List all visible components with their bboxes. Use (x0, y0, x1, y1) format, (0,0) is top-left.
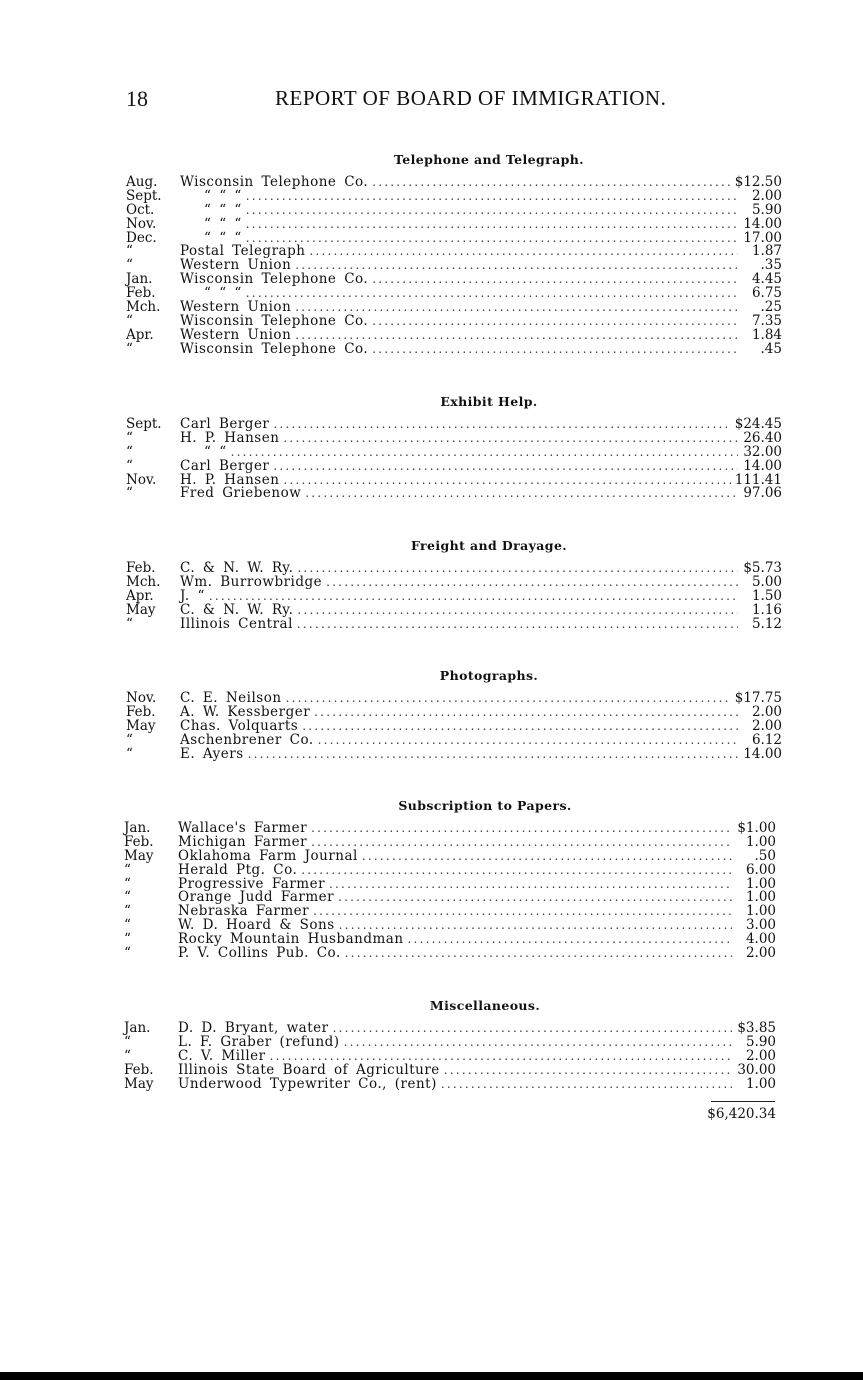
row-month: Apr. (126, 326, 154, 343)
dot-leader (326, 576, 738, 590)
row-payee: Western Union (180, 299, 292, 316)
row-payee: Aschenbrener Co. (180, 731, 314, 748)
row-amount: 4.45 (751, 271, 782, 288)
dot-leader (246, 218, 738, 232)
dot-leader (273, 418, 730, 432)
row-month: Feb. (124, 833, 154, 850)
row-month: “ (126, 485, 133, 502)
dot-leader (273, 460, 738, 474)
row-month: “ (126, 745, 133, 762)
row-month: “ (124, 1033, 131, 1050)
row-amount: .35 (760, 257, 782, 274)
row-month: “ (126, 457, 133, 474)
dot-leader (313, 905, 732, 919)
row-month: “ (124, 903, 131, 920)
row-amount: 1.50 (751, 587, 782, 604)
row-amount: 1.87 (751, 243, 782, 260)
dot-leader (246, 204, 738, 218)
row-amount: 2.00 (751, 703, 782, 720)
section-title: Exhibit Help. (440, 394, 538, 409)
row-month: “ (124, 875, 131, 892)
row-month: Nov. (126, 471, 157, 488)
row-month: “ (126, 243, 133, 260)
dot-leader (246, 232, 738, 246)
row-payee: J. “ (180, 587, 205, 604)
row-month: “ (126, 312, 133, 329)
row-month: Apr. (126, 587, 154, 604)
row-payee: Michigan Farmer (178, 833, 308, 850)
row-payee: Chas. Volquarts (180, 717, 299, 734)
row-amount: $5.73 (743, 560, 782, 576)
row-month: “ (126, 443, 133, 460)
row-payee: Underwood Typewriter Co., (rent) (178, 1075, 437, 1092)
row-amount: 6.00 (745, 861, 776, 878)
scan-border (0, 1372, 863, 1380)
row-payee: C. V. Miller (178, 1047, 266, 1064)
row-amount: .50 (754, 847, 776, 864)
dot-leader (297, 604, 738, 618)
row-payee: Illinois State Board of Agriculture (178, 1061, 440, 1078)
row-month: Feb. (126, 285, 156, 302)
section-title: Photographs. (439, 668, 539, 683)
expense-row (124, 1075, 776, 1092)
dot-leader (305, 487, 738, 501)
row-payee: “ “ “ (204, 285, 242, 302)
total-rule (711, 1101, 775, 1102)
expense-row (126, 573, 782, 590)
dot-leader (311, 836, 732, 850)
dot-leader (246, 287, 738, 301)
expense-section (126, 150, 782, 357)
row-amount: 111.41 (734, 471, 782, 488)
row-payee: Herald Ptg. Co. (178, 861, 298, 878)
grand-total: $6,420.34 (707, 1106, 776, 1122)
row-payee: A. W. Kessberger (180, 703, 311, 720)
dot-leader (248, 748, 738, 762)
row-payee: Orange Judd Farmer (178, 889, 335, 906)
row-amount: 2.00 (745, 945, 776, 962)
row-amount: 14.00 (743, 457, 782, 474)
row-amount: 5.12 (751, 615, 782, 632)
dot-leader (333, 1022, 732, 1036)
dot-leader (441, 1078, 732, 1092)
row-amount: 4.00 (745, 931, 776, 948)
row-payee: H. P. Hansen (180, 471, 280, 488)
row-amount: 14.00 (743, 215, 782, 232)
row-payee: “ “ “ (204, 229, 242, 246)
dot-leader (301, 864, 732, 878)
dot-leader (318, 734, 738, 748)
row-payee: L. F. Graber (refund) (178, 1033, 340, 1050)
dot-leader (444, 1064, 732, 1078)
row-amount: 26.40 (743, 429, 782, 446)
row-amount: 5.90 (751, 201, 782, 218)
expense-section (124, 796, 776, 961)
row-month: Mch. (126, 299, 161, 316)
row-payee: “ “ “ (204, 201, 242, 218)
row-month: Feb. (124, 1061, 154, 1078)
row-amount: 7.35 (751, 312, 782, 329)
row-payee: Wm. Burrowbridge (180, 573, 323, 590)
expense-row (126, 615, 782, 632)
row-payee: Western Union (180, 326, 292, 343)
expense-row (126, 487, 782, 501)
dot-leader (283, 432, 738, 446)
row-amount: $3.85 (737, 1020, 776, 1036)
row-month: “ (126, 429, 133, 446)
row-month: May (124, 1075, 154, 1092)
row-month: Jan. (126, 271, 153, 288)
row-month: Mch. (126, 573, 161, 590)
row-payee: Western Union (180, 257, 292, 274)
row-payee: Carl Berger (180, 457, 270, 474)
row-amount: 3.00 (745, 917, 776, 934)
section-title: Miscellaneous. (429, 998, 541, 1013)
row-payee: Illinois Central (180, 615, 293, 632)
row-amount: 1.16 (751, 601, 782, 618)
row-month: “ (124, 945, 131, 962)
row-payee: Wisconsin Telephone Co. (180, 340, 369, 357)
row-payee: C. & N. W. Ry. (180, 601, 294, 618)
row-amount: 1.00 (745, 903, 776, 920)
running-head: REPORT OF BOARD OF IMMIGRATION. (275, 86, 667, 110)
row-payee: P. V. Collins Pub. Co. (178, 945, 341, 962)
dot-leader (372, 315, 738, 329)
row-payee: W. D. Hoard & Sons (178, 917, 335, 934)
dot-leader (338, 891, 732, 905)
row-amount: 2.00 (751, 187, 782, 204)
row-month: “ (124, 889, 131, 906)
row-payee: “ “ “ (204, 215, 242, 232)
row-payee: C. E. Neilson (180, 690, 282, 706)
row-payee: C. & N. W. Ry. (180, 560, 294, 576)
row-amount: 32.00 (743, 443, 782, 460)
row-month: May (126, 717, 156, 734)
row-month: Feb. (126, 703, 156, 720)
row-month: May (126, 601, 156, 618)
row-month: “ (126, 257, 133, 274)
row-payee: “ “ (204, 443, 227, 460)
row-payee: Wisconsin Telephone Co. (180, 174, 369, 190)
dot-leader (286, 692, 731, 706)
row-amount: 5.00 (751, 573, 782, 590)
section-title: Freight and Drayage. (410, 538, 568, 553)
dot-leader (372, 176, 731, 190)
expense-section (126, 536, 782, 631)
row-amount: $1.00 (737, 820, 776, 836)
row-month: “ (126, 731, 133, 748)
page-number: 18 (126, 86, 148, 111)
row-amount: 2.00 (745, 1047, 776, 1064)
row-amount: 6.12 (751, 731, 782, 748)
row-month: “ (126, 615, 133, 632)
row-month: “ (124, 917, 131, 934)
row-amount: .45 (760, 340, 782, 357)
row-payee: Rocky Mountain Husbandman (178, 931, 404, 948)
row-payee: Oklahoma Farm Journal (178, 847, 358, 864)
row-amount: 1.84 (751, 326, 782, 343)
row-amount: 1.00 (745, 833, 776, 850)
dot-leader (408, 933, 732, 947)
row-month: “ (124, 1047, 131, 1064)
row-amount: 2.00 (751, 717, 782, 734)
row-amount: 97.06 (743, 485, 782, 502)
row-payee: Carl Berger (180, 416, 270, 432)
row-month: Jan. (124, 820, 151, 836)
section-title: Telephone and Telegraph. (393, 152, 585, 167)
dot-leader (329, 878, 732, 892)
dot-leader (246, 190, 738, 204)
row-amount: $17.75 (734, 690, 782, 706)
row-payee: D. D. Bryant, water (178, 1020, 329, 1036)
row-payee: “ “ “ (204, 187, 242, 204)
row-month: Sept. (126, 187, 162, 204)
row-month: Jan. (124, 1020, 151, 1036)
row-amount: $12.50 (734, 174, 782, 190)
expense-section (126, 666, 782, 761)
row-month: Sept. (126, 416, 162, 432)
row-month: “ (126, 340, 133, 357)
dot-leader (362, 850, 732, 864)
row-amount: 1.00 (745, 889, 776, 906)
row-month: Oct. (126, 201, 155, 218)
dot-leader (372, 273, 738, 287)
row-amount: 17.00 (743, 229, 782, 246)
dot-leader (297, 618, 738, 632)
row-amount: .25 (760, 299, 782, 316)
row-amount: 14.00 (743, 745, 782, 762)
row-month: Nov. (126, 690, 157, 706)
row-payee: Wisconsin Telephone Co. (180, 271, 369, 288)
row-amount: 5.90 (745, 1033, 776, 1050)
row-month: Aug. (126, 174, 158, 190)
row-payee: Wallace's Farmer (178, 820, 308, 836)
section-title: Subscription to Papers. (398, 798, 572, 813)
dot-leader (309, 245, 738, 259)
dot-leader (372, 343, 738, 357)
row-payee: E. Ayers (180, 745, 244, 762)
row-amount: $24.45 (734, 416, 782, 432)
row-month: Nov. (126, 215, 157, 232)
row-payee: Fred Griebenow (180, 485, 302, 502)
row-payee: H. P. Hansen (180, 429, 280, 446)
expense-section (124, 996, 776, 1091)
row-amount: 30.00 (737, 1061, 776, 1078)
row-amount: 1.00 (745, 1075, 776, 1092)
dot-leader (231, 446, 738, 460)
expense-row (124, 947, 776, 961)
dot-leader (314, 706, 738, 720)
expense-row (126, 340, 782, 357)
dot-leader (345, 947, 732, 961)
dot-leader (283, 474, 730, 488)
row-payee: Nebraska Farmer (178, 903, 310, 920)
dot-leader (297, 562, 738, 576)
row-amount: 1.00 (745, 875, 776, 892)
expense-section (126, 392, 782, 501)
row-month: “ (124, 931, 131, 948)
expense-row (126, 745, 782, 762)
dot-leader (302, 720, 738, 734)
row-month: May (124, 847, 154, 864)
row-amount: 6.75 (751, 285, 782, 302)
dot-leader (311, 822, 732, 836)
row-month: “ (124, 861, 131, 878)
dot-leader (344, 1036, 732, 1050)
row-month: Feb. (126, 560, 156, 576)
row-payee: Postal Telegraph (180, 243, 306, 260)
row-month: Dec. (126, 229, 157, 246)
row-payee: Wisconsin Telephone Co. (180, 312, 369, 329)
row-payee: Progressive Farmer (178, 875, 326, 892)
